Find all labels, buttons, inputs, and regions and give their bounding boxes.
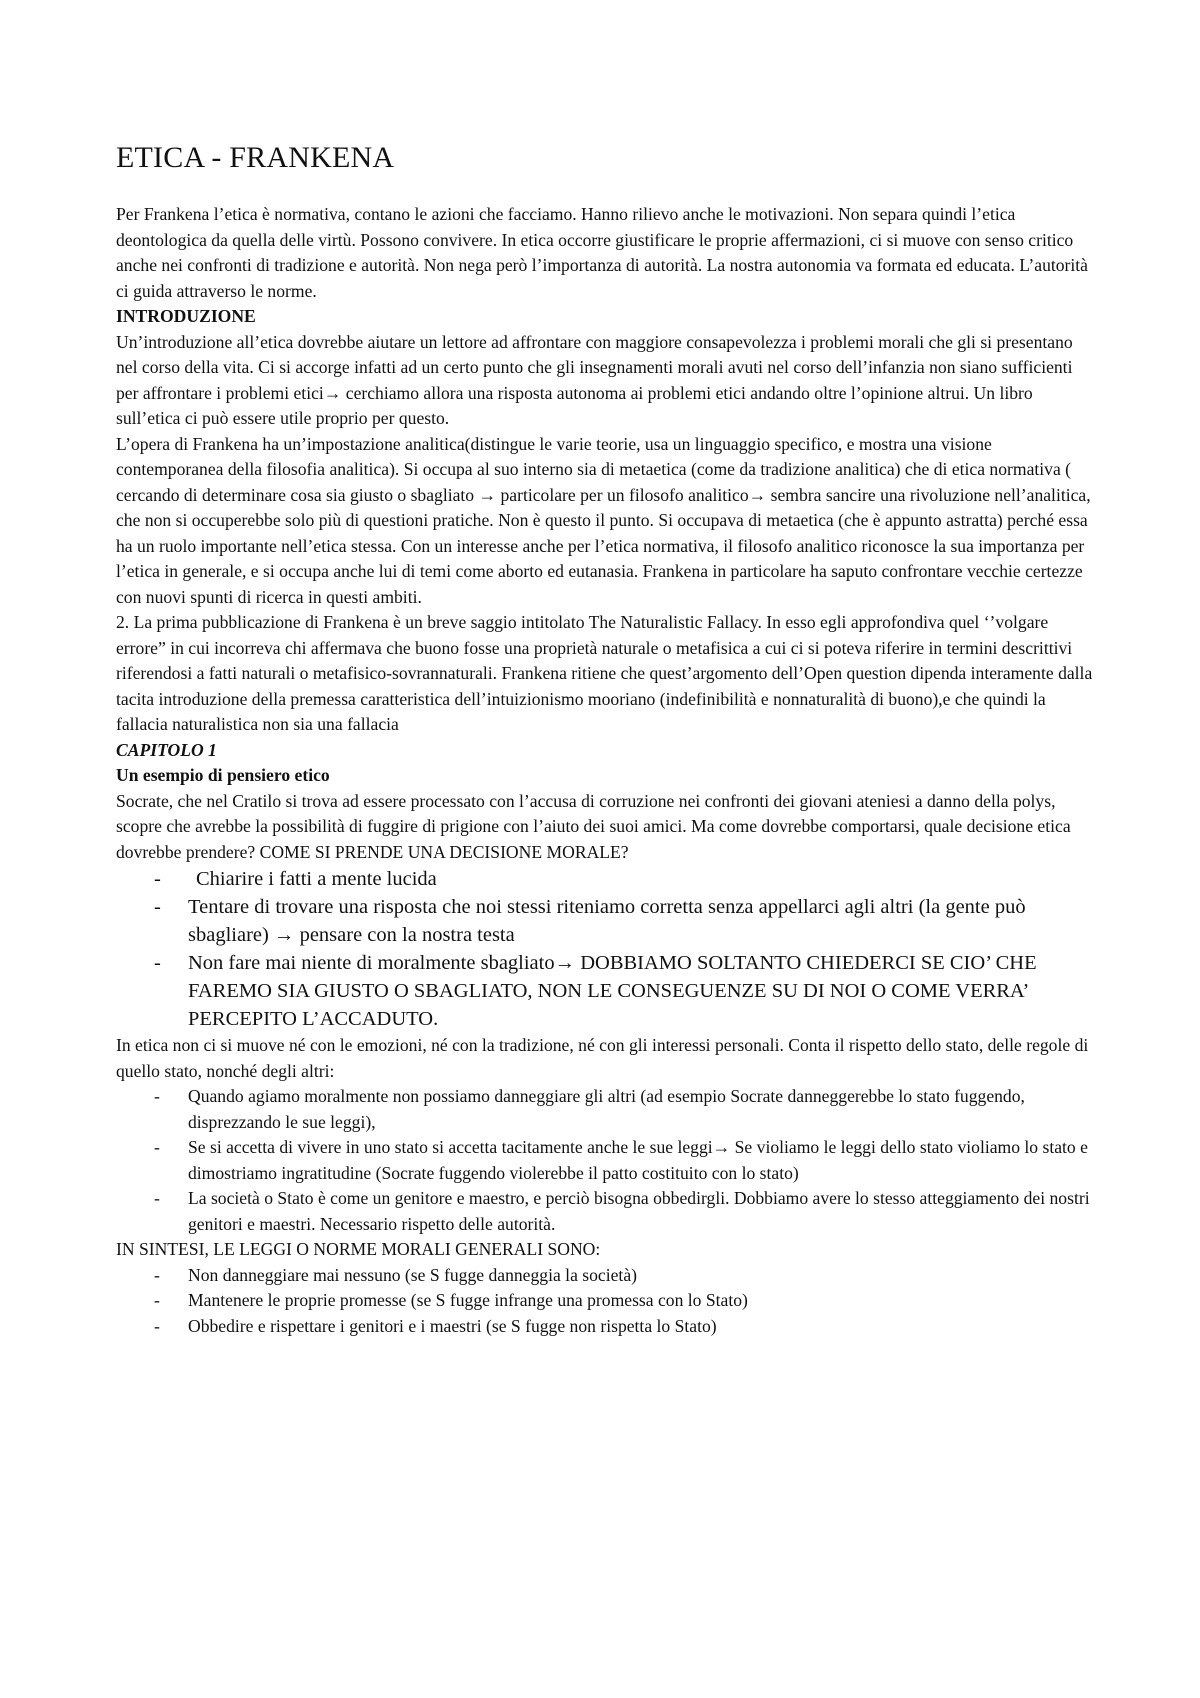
list-item: - Mantenere le proprie promesse (se S fugge infrange una promessa con lo Stato) (116, 1288, 1096, 1314)
list-item: - Quando agiamo moralmente non possiamo danneggiare gli altri (ad esempio Socrate danneggerebbe lo stato fuggendo, disprezzando le sue leggi), (116, 1084, 1096, 1135)
chapter-paragraph: Socrate, che nel Cratilo si trova ad essere processato con l’accusa di corruzione nei confronti dei giovani ateniesi a danno della polys, scopre che avrebbe la possibilità di fuggire di prigione con l’aiuto dei suoi amici. Ma come dovrebbe comportarsi, quale decisione etica dovrebbe prendere? COME SI PRENDE UNA DECISIONE MORALE? (116, 790, 1071, 862)
list-item: - Chiarire i fatti a mente lucida (116, 865, 1096, 893)
list-item: - Obbedire e rispettare i genitori e i maestri (se S fugge non rispetta lo Stato) (116, 1314, 1096, 1340)
list-item: - Non fare mai niente di moralmente sbagliato→ DOBBIAMO SOLTANTO CHIEDERCI SE CIO’ CHE FAREMO SIA GIUSTO O SBAGLIATO, NON LE CONSEGUENZE SU DI NOI O COME VERRA’ PERCEPITO L’ACCADUTO. (116, 949, 1096, 1033)
chapter-heading: CAPITOLO 1 (116, 739, 217, 760)
decision-steps-list (116, 865, 1096, 1033)
list-item: - La società o Stato è come un genitore e maestro, e perciò bisogna obbedirgli. Dobbiamo avere lo stesso atteggiamento dei nostri genitori e maestri. Necessario rispetto delle autorità. (116, 1186, 1096, 1237)
introduzione-paragraph-3: 2. La prima pubblicazione di Frankena è un breve saggio intitolato The Naturalistic Fallacy. In esso egli approfondiva quel ‘’volgare errore” in cui incorreva chi affermava che buono fosse una proprietà naturale o metafisica a cui ci si poteva riferire in termini descrittivi riferendosi a fatti naturali o metafisico-sovrannaturali. Frankena ritiene che quest’argomento dell’Open question dipenda interamente dalla tacita introduzione della premessa caratteristica dell’intuizionismo mooriano (indefinibilità e nonnaturalità di buono),e che quindi la fallacia naturalistica non sia una fallacia (116, 612, 1093, 734)
document-title: ETICA - FRANKENA (116, 141, 395, 174)
summary-points-list (116, 1263, 1096, 1340)
respect-points-list (116, 1084, 1096, 1237)
section-heading-introduzione: INTRODUZIONE (116, 306, 256, 326)
list-item: - Tentare di trovare una risposta che noi stessi riteniamo corretta senza appellarci agli altri (la gente può sbagliare) → pensare con la nostra testa (116, 893, 1096, 949)
chapter-subheading: Un esempio di pensiero etico (116, 765, 330, 785)
chapter-paragraph-2: In etica non ci si muove né con le emozioni, né con la tradizione, né con gli interessi personali. Conta il rispetto dello stato, delle regole di quello stato, nonché degli altri: (116, 1035, 1089, 1081)
introduzione-paragraph-1: Un’introduzione all’etica dovrebbe aiutare un lettore ad affrontare con maggiore consapevolezza i problemi morali che gli si presentano nel corso della vita. Ci si accorge infatti ad un certo punto che gli insegnamenti morali avuti nel corso dell’infanzia non siano sufficienti per affrontare i problemi etici→ cerchiamo allora una risposta autonoma ai problemi etici andando oltre l’opinione altrui. Un libro sull’etica ci può essere utile proprio per questo. (116, 331, 1073, 428)
summary-heading: IN SINTESI, LE LEGGI O NORME MORALI GENERALI SONO: (116, 1239, 601, 1259)
document-page (116, 140, 1096, 1339)
introduzione-paragraph-2: L’opera di Frankena ha un’impostazione analitica(distingue le varie teorie, usa un linguaggio specifico, e mostra una visione contemporanea della filosofia analitica). Si occupa al suo interno sia di metaetica (come da tradizione analitica) che di etica normativa ( cercando di determinare cosa sia giusto o sbagliato → particolare per un filosofo analitico→ sembra sancire una rivoluzione nell’analitica, che non si occuperebbe solo più di questioni pratiche. Non è questo il punto. Si occupava di metaetica (che è appunto astratta) perché essa ha un ruolo importante nell’etica stessa. Con un interesse anche per l’etica normativa, il filosofo analitico riconosce la sua importanza per l’etica in generale, e si occupa anche lui di temi come aborto ed eutanasia. Frankena in particolare ha saputo confrontare vecchie certezze con nuovi spunti di ricerca in questi ambiti. (116, 433, 1091, 607)
list-item: - Se si accetta di vivere in uno stato si accetta tacitamente anche le sue leggi→ Se violiamo le leggi dello stato violiamo lo stato e dimostriamo ingratitudine (Socrate fuggendo violerebbe il patto costituito con lo stato) (116, 1135, 1096, 1186)
intro-paragraph: Per Frankena l’etica è normativa, contano le azioni che facciamo. Hanno rilievo anche le motivazioni. Non separa quindi l’etica deontologica da quella delle virtù. Possono convivere. In etica occorre giustificare le proprie affermazioni, ci si muove con senso critico anche nei confronti di tradizione e autorità. Non nega però l’importanza di autorità. La nostra autonomia va formata ed educata. L’autorità ci guida attraverso le norme. (116, 204, 1088, 301)
list-item: - Non danneggiare mai nessuno (se S fugge danneggia la società) (116, 1263, 1096, 1289)
